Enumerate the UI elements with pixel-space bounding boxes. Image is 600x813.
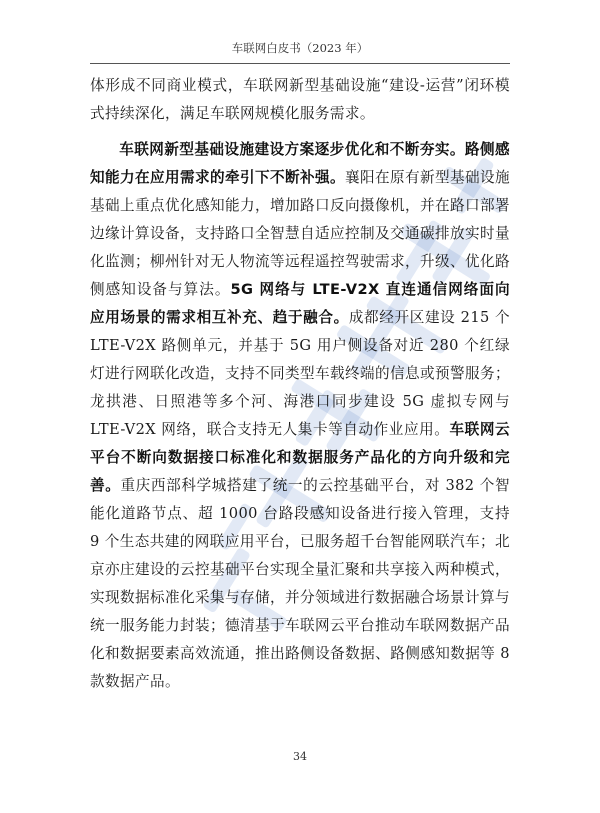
lead-sentence-bold: 车联网云平台不断向数据接口标准化和数据服务产品化的方向升级和完善。 xyxy=(90,421,510,494)
paragraph-infrastructure xyxy=(90,136,510,696)
lead-sentence-bold: 5G 网络与 LTE-V2X 直连通信网络面向应用场景的需求相互补充、趋于融合。 xyxy=(90,281,511,326)
paragraph-text: 襄阳在原有新型基础设施基础上重点优化感知能力，增加路口反向摄像机，并在路口部署边缘计算设备，支持路口全智慧自适应控制及交通碳排放实时量化监测；柳州针对无人物流等远程遥控驾驶需求，升级、优化路侧感知设备与算法。 xyxy=(90,169,510,298)
paragraph-text: 重庆西部科学城搭建了统一的云控基础平台，对 382 个智能化道路节点、超 1000 台路段感知设备进行接入管理，支持 9 个生态共建的网联应用平台，已服务超千台智能网联汽车；北京亦庄建设的云控基础平台实现全量汇聚和共享接入两种模式，实现数据标准化采集与存储，并分领域进行数据融合场景计算与统一服务能力封装；德清基于车联网云平台推动车联网数据产品化和数据要素高效流通，推出路侧设备数据、路侧感知数据等 8 款数据产品。 xyxy=(90,477,510,690)
paragraph-text: 成都经开区建设 215 个 LTE-V2X 路侧单元，并基于 5G 用户侧设备对近 280 个红绿灯进行网联化改造，支持不同类型车载终端的信息或预警服务；龙拱港、日照港等多个河、海港口同步建设 5G 虚拟专网与 LTE-V2X 网络，联合支持无人集卡等自动作业应用。 xyxy=(90,309,510,438)
page-body xyxy=(90,72,510,696)
header-divider xyxy=(90,63,510,64)
running-header: 车联网白皮书（2023 年） xyxy=(231,41,369,55)
page-number: 34 xyxy=(293,750,307,763)
paragraph-continued: 体形成不同商业模式，车联网新型基础设施“建设-运营”闭环模式持续深化，满足车联网规模化服务需求。 xyxy=(90,77,510,122)
lead-sentence-bold: 车联网新型基础设施建设方案逐步优化和不断夯实。路侧感知能力在应用需求的牵引下不断补强。 xyxy=(90,141,510,186)
